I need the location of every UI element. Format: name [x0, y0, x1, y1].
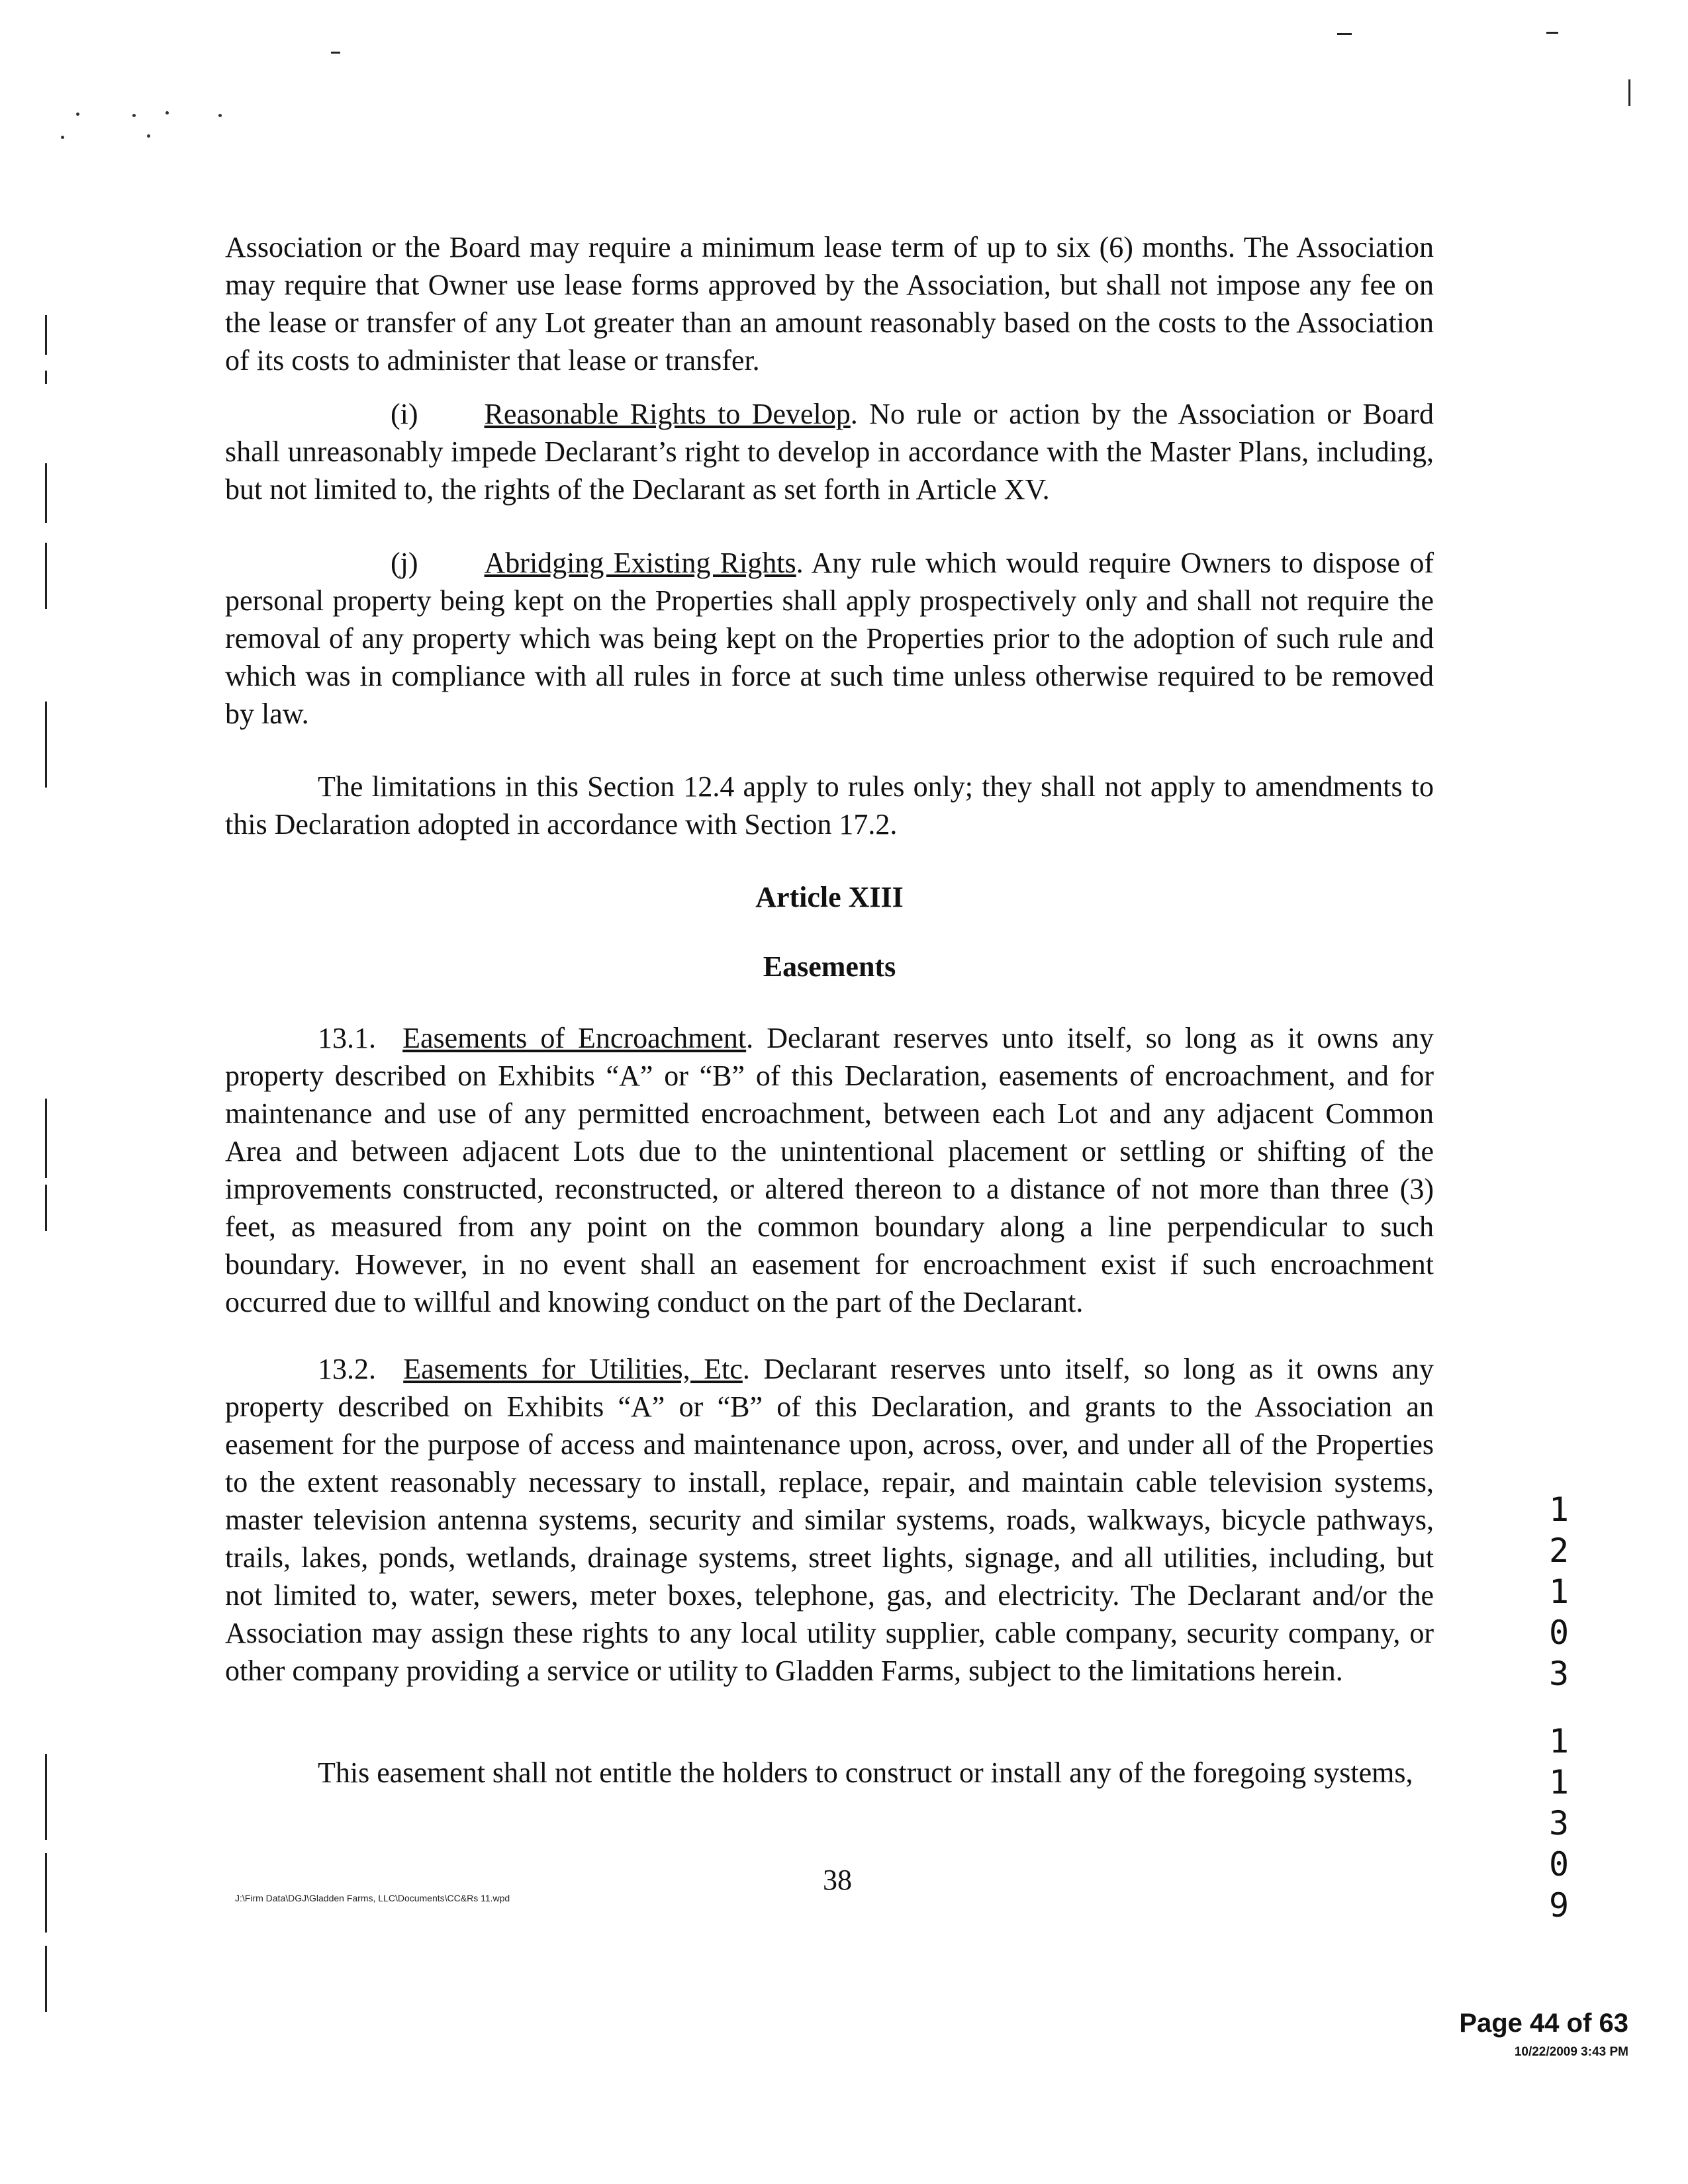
scan-artifact	[132, 114, 136, 117]
section-i-text: . No rule or action by the Association or Board shall unreasonably impede Declarant’s right to develop in accordance with the Master Plans, including, but not limited to, the rights of the Declarant as set forth in Article XV.	[225, 398, 1434, 506]
revision-bar	[45, 702, 47, 788]
revision-bar	[45, 315, 47, 355]
scan-artifact	[147, 134, 150, 138]
revision-bar	[45, 543, 47, 609]
section-j-text: . Any rule which would require Owners to dispose of personal property being kept on the Properties shall apply prospectively only and shall not require the removal of any property which was being kept on the Properties prior to the adoption of such rule and which was in compliance with all rules in force at such time unless otherwise required to be removed by law.	[225, 547, 1434, 730]
lease-paragraph: Association or the Board may require a minimum lease term of up to six (6) months. The Association may require that Owner use lease forms approved by the Association, but shall not impose any fee on the lease or transfer of any Lot greater than an amount reasonably based on the costs to the Association of its costs to administer that lease or transfer.	[225, 231, 1434, 377]
revision-bar	[45, 1754, 47, 1840]
article-heading: Article XIII	[755, 881, 904, 913]
section-j-marker: (j)	[391, 547, 418, 579]
limitations-paragraph: The limitations in this Section 12.4 apply to rules only; they shall not apply to amendments to this Declaration adopted in accordance with Section 17.2.	[225, 770, 1434, 841]
page-number: 38	[823, 1864, 852, 1896]
recording-digit: 1	[1548, 1763, 1570, 1801]
article-title: Easements	[763, 950, 896, 983]
recording-digit: 3	[1548, 1804, 1570, 1843]
scan-artifact	[218, 114, 222, 117]
section-13-2-title: Easements for Utilities, Etc	[403, 1353, 743, 1385]
recording-digit: 0	[1548, 1614, 1570, 1652]
recording-digit: 2	[1548, 1531, 1570, 1570]
date-stamp: 10/22/2009 3:43 PM	[1514, 2045, 1628, 2059]
page-stamp: Page 44 of 63	[1459, 2009, 1628, 2038]
section-13-2-paragraph	[225, 1350, 1434, 1690]
scan-artifact	[76, 113, 79, 116]
recording-digit: 1	[1548, 1490, 1570, 1529]
scan-artifact	[61, 136, 64, 139]
recording-digit: 0	[1548, 1845, 1570, 1884]
section-j-paragraph	[225, 544, 1434, 733]
section-i-marker: (i)	[391, 398, 418, 430]
section-13-2-text: . Declarant reserves unto itself, so long as it owns any property described on Exhibits “A” or “B” of this Declaration, and grants to the Association an easement for the purpose of access and maintenance upon, across, over, and under all of the Properties to the extent reasonably necessary to install, replace, repair, and maintain cable television systems, master television antenna systems, security and similar systems, roads, walkways, bicycle pathways, trails, lakes, ponds, wetlands, drainage systems, street lights, signage, and all utilities, including, but not limited to, water, sewers, meter boxes, telephone, gas, and electricity. The Declarant and/or the Association may assign these rights to any local utility supplier, cable company, security company, or other company providing a service or utility to Gladden Farms, subject to the limitations herein.	[225, 1353, 1434, 1687]
recording-digit: 3	[1548, 1655, 1570, 1693]
recording-number	[1539, 1489, 1579, 1926]
section-13-1-title: Easements of Encroachment	[402, 1022, 747, 1054]
scan-artifact	[1337, 33, 1352, 35]
file-path: J:\Firm Data\DGJ\Gladden Farms, LLC\Documents\CC&Rs 11.wpd	[235, 1893, 510, 1903]
revision-bar	[45, 1099, 47, 1178]
scan-artifact	[331, 52, 340, 54]
revision-bar	[45, 1946, 47, 2012]
revision-bar	[45, 1185, 47, 1231]
revision-bar	[45, 1853, 47, 1933]
section-13-1-paragraph	[225, 1019, 1434, 1321]
section-i-paragraph	[225, 395, 1434, 508]
section-13-2-number: 13.2.	[318, 1353, 376, 1385]
scan-artifact	[165, 111, 169, 114]
recording-digit: 9	[1548, 1886, 1570, 1925]
section-i-title: Reasonable Rights to Develop	[484, 398, 851, 430]
recording-digit: 1	[1548, 1722, 1570, 1760]
section-13-1-number: 13.1.	[318, 1022, 376, 1054]
scan-artifact	[1628, 79, 1630, 106]
revision-bar	[45, 371, 47, 384]
scan-artifact	[1546, 32, 1558, 34]
revision-bar	[45, 463, 47, 523]
section-13-1-text: . Declarant reserves unto itself, so long as it owns any property described on Exhibits “A” or “B” of this Declaration, easements of encroachment, and for maintenance and use of any permitted encroachment, between each Lot and any adjacent Common Area and between adjacent Lots due to the unintentional placement or settling or shifting of the improvements constructed, reconstructed, or altered thereon to a distance of not more than three (3) feet, as measured from any point on the common boundary along a line perpendicular to such boundary. However, in no event shall an easement for encroachment exist if such encroachment occurred due to willful and knowing conduct on the part of the Declarant.	[225, 1022, 1434, 1318]
recording-digit: 1	[1548, 1572, 1570, 1611]
final-line: This easement shall not entitle the holders to construct or install any of the foregoing systems,	[318, 1756, 1413, 1789]
section-j-title: Abridging Existing Rights	[484, 547, 796, 579]
